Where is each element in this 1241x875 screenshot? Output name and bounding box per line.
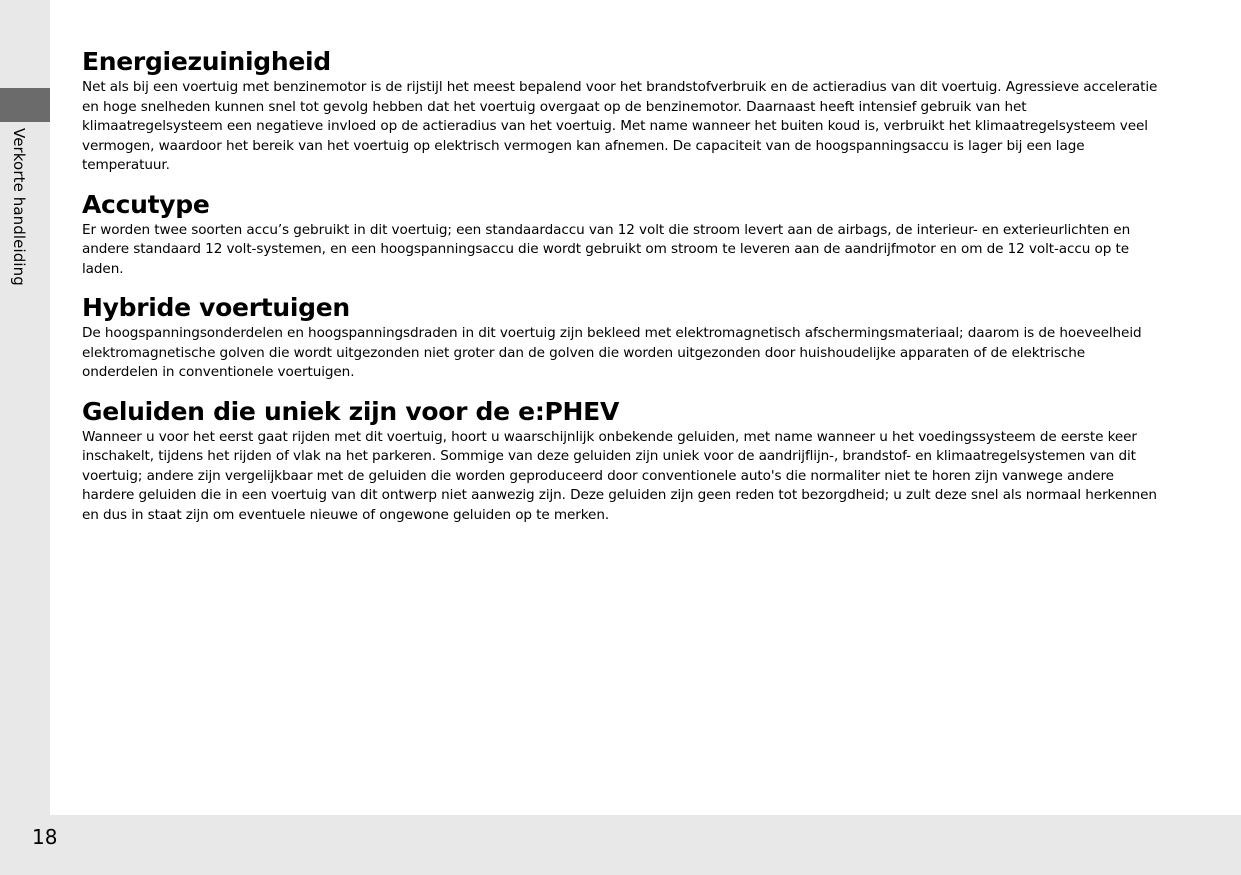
section-heading: Accutype: [82, 189, 210, 219]
section-hybride-voertuigen: [82, 292, 1158, 383]
section-energiezuinigheid: [82, 46, 1158, 176]
page-content: [82, 46, 1158, 538]
section-accutype: [82, 189, 1158, 280]
section-geluiden: [82, 396, 1158, 526]
footer-bar: [0, 815, 1241, 875]
section-body: Wanneer u voor het eerst gaat rijden met dit voertuig, hoort u waarschijnlijk onbekende geluiden, met name wanneer u het voedingssysteem de eerste keer inschakelt, tijdens het rijden of vlak na het parkeren. Sommige van deze geluiden zijn uniek voor de aandrijflijn-, brandstof- en klimaatregelsystemen van dit voertuig; andere zijn vergelijkbaar met de geluiden die worden geproduceerd door conventionele auto's die normaliter niet te horen zijn vanwege andere hardere geluiden die in een voertuig van dit ontwerp niet aanwezig zijn. Deze geluiden zijn geen reden tot bezorgdheid; u zult deze snel als normaal herkennen en dus in staat zijn om eventuele nieuwe of ongewone geluiden op te merken.: [82, 428, 1157, 523]
side-section-label: Verkorte handleiding: [10, 128, 28, 286]
section-body: Er worden twee soorten accu’s gebruikt in dit voertuig; een standaardaccu van 12 volt die stroom levert aan de airbags, de interieur- en exterieurlichten en andere standaard 12 volt-systemen, en een hoogspanningsaccu die wordt gebruikt om stroom te leveren aan de aandrijfmotor en om de 12 volt-accu op te laden.: [82, 221, 1131, 277]
section-tab-marker: [0, 88, 50, 122]
page-number: 18: [32, 825, 58, 849]
section-body: Net als bij een voertuig met benzinemotor is de rijstijl het meest bepalend voor het brandstofverbruik en de actieradius van dit voertuig. Agressieve acceleratie en hoge snelheden kunnen snel tot gevolg hebben dat het voertuig overgaat op de benzinemotor. Daarnaast heeft intensief gebruik van het klimaatregelsysteem een negatieve invloed op de actieradius van het voertuig. Met name wanneer het buiten koud is, verbruikt het klimaatregelsysteem veel vermogen, waardoor het bereik van het voertuig op elektrisch vermogen kan afnemen. De capaciteit van de hoogspanningsaccu is lager bij een lage temperatuur.: [82, 79, 1158, 173]
section-heading: Hybride voertuigen: [82, 293, 350, 322]
section-heading: Geluiden die uniek zijn voor de e:PHEV: [82, 396, 619, 426]
section-body: De hoogspanningsonderdelen en hoogspanningsdraden in dit voertuig zijn bekleed met elektromagnetisch afschermingsmateriaal; daarom is de hoeveelheid elektromagnetische golven die wordt uitgezonden niet groter dan de golven die worden uitgezonden door huishoudelijke apparaten of de elektrische onderdelen in conventionele voertuigen.: [82, 325, 1142, 380]
section-heading: Energiezuinigheid: [82, 47, 331, 76]
